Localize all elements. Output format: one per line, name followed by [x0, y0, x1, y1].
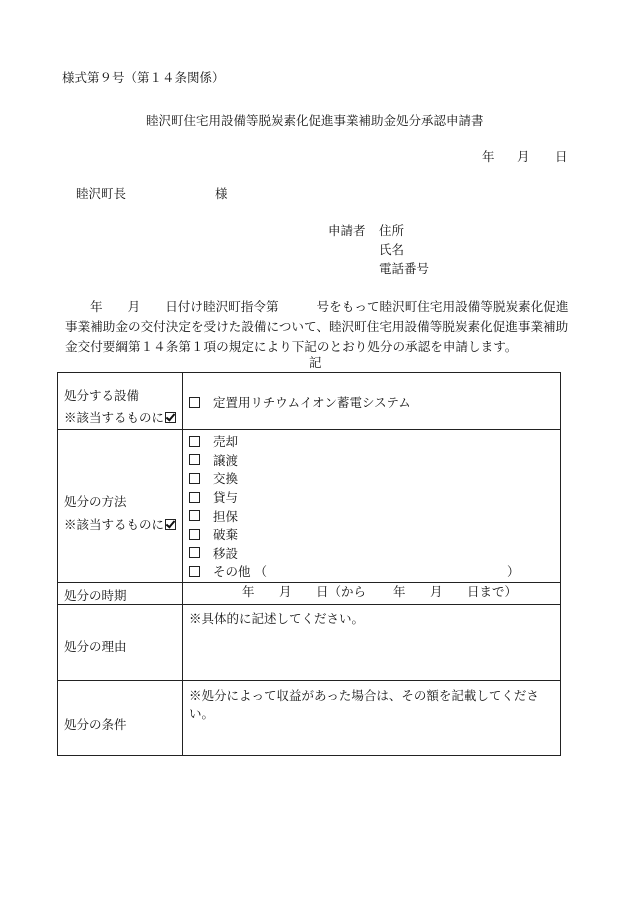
applicant-name-label: 氏名	[379, 242, 405, 257]
period-label: 処分の時期	[64, 588, 127, 603]
method-option-exchange[interactable]: 交換	[183, 469, 560, 488]
equipment-note: ※該当するものに	[58, 408, 182, 426]
period-day-2: 日まで）	[467, 584, 518, 599]
period-day-1: 日（から	[316, 584, 367, 599]
checkmark-icon	[165, 519, 176, 530]
row-method	[58, 430, 561, 583]
reason-label-cell	[58, 605, 183, 681]
applicant-phone-label: 電話番号	[379, 261, 430, 276]
checkbox-icon[interactable]	[189, 529, 200, 540]
period-month-1: 月	[279, 584, 292, 599]
reason-label: 処分の理由	[64, 639, 127, 654]
checkbox-icon[interactable]	[189, 454, 200, 465]
method-label-cell	[58, 430, 183, 583]
document-title: 睦沢町住宅用設備等脱炭素化促進事業補助金処分承認申請書	[146, 113, 484, 128]
conditions-label-cell	[58, 681, 183, 756]
equipment-option[interactable]: 定置用リチウムイオン蓄電システム	[183, 393, 560, 412]
method-option-other[interactable]: その他 （ ）	[183, 562, 560, 581]
row-conditions	[58, 681, 561, 756]
row-reason	[58, 605, 561, 681]
equipment-label: 処分する設備	[64, 388, 140, 403]
date-month: 月	[517, 149, 530, 164]
conditions-input-cell[interactable]	[183, 681, 561, 756]
equipment-option-cell	[183, 373, 561, 430]
method-label: 処分の方法	[64, 494, 127, 509]
conditions-instruction: ※処分によって収益があった場合は、その額を記載してください。	[189, 688, 539, 721]
date-day: 日	[555, 149, 568, 164]
addressee-honorific: 様	[215, 186, 228, 201]
checkbox-icon[interactable]	[189, 397, 200, 408]
checkbox-icon[interactable]	[189, 492, 200, 503]
method-option-relocate[interactable]: 移設	[183, 544, 560, 563]
disposal-table	[57, 372, 561, 756]
checkbox-icon[interactable]	[189, 510, 200, 521]
method-option-transfer[interactable]: 譲渡	[183, 451, 560, 470]
checkbox-icon[interactable]	[189, 473, 200, 484]
checkbox-icon[interactable]	[189, 566, 200, 577]
addressee-name: 睦沢町長	[76, 186, 127, 201]
equipment-label-cell	[58, 373, 183, 430]
method-options-cell	[183, 430, 561, 583]
applicant-label: 申請者	[328, 223, 366, 238]
date-year: 年	[482, 149, 495, 164]
method-option-lend[interactable]: 貸与	[183, 488, 560, 507]
checkbox-icon[interactable]	[189, 547, 200, 558]
method-option-discard[interactable]: 破棄	[183, 525, 560, 544]
reason-instruction: ※具体的に記述してください。	[189, 611, 365, 626]
method-option-sell[interactable]: 売却	[183, 432, 560, 451]
checkbox-icon[interactable]	[189, 436, 200, 447]
period-year-2: 年	[393, 584, 406, 599]
body-line-2: 事業補助金の交付決定を受けた設備について、睦沢町住宅用設備等脱炭素化促進事業補助	[65, 319, 569, 334]
ki-heading: 記	[309, 355, 322, 370]
application-body	[65, 297, 585, 357]
method-note: ※該当するものに	[58, 515, 182, 533]
body-line-1: 年 月 日付け睦沢町指令第 号をもって睦沢町住宅用設備等脱炭素化促進	[90, 299, 569, 314]
period-year-1: 年	[242, 584, 255, 599]
method-option-collateral[interactable]: 担保	[183, 506, 560, 525]
row-equipment	[58, 373, 561, 430]
period-label-cell	[58, 583, 183, 605]
period-value-cell[interactable]	[183, 583, 561, 605]
period-month-2: 月	[430, 584, 443, 599]
reason-input-cell[interactable]	[183, 605, 561, 681]
conditions-label: 処分の条件	[64, 717, 127, 732]
row-period	[58, 583, 561, 605]
applicant-address-label: 住所	[379, 223, 405, 238]
body-line-3: 金交付要綱第１４条第１項の規定により下記のとおり処分の承認を申請します。	[65, 339, 518, 354]
form-number: 様式第９号（第１４条関係）	[62, 70, 225, 85]
other-detail-field: ）	[507, 564, 520, 580]
checkmark-icon	[165, 412, 176, 423]
